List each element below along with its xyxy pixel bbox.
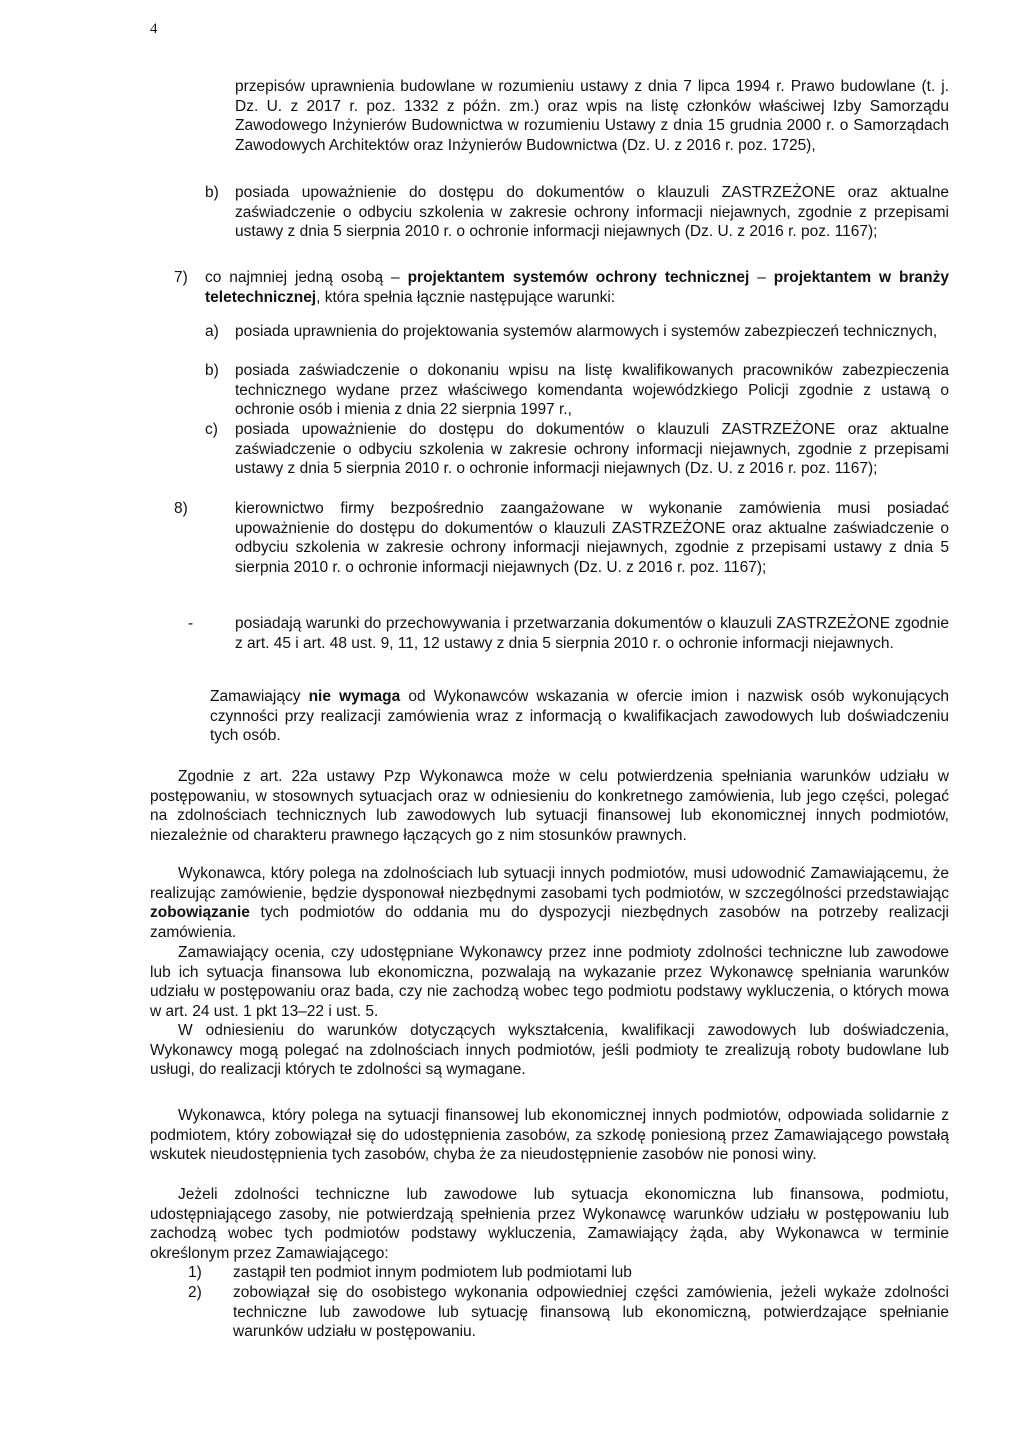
item7a-marker: a) [205,323,219,340]
final-list-item2-text: zobowiązał się do osobistego wykonania odpowiedniej części zamówienia, jeżeli wykaże zdolności techniczne lub zawodowe lub sytuację finansową lub ekonomiczną, potwierdzające spełnianie warunków udziału w postępowaniu. [233,1284,949,1340]
item7b-text: posiada zaświadczenie o dokonaniu wpisu na listę kwalifikowanych pracowników zabezpieczenia technicznego wydane przez właściwego komendanta wojewódzkiego Policji zgodnie z ustawą o ochronie osób i mienia z dnia 22 sierpnia 1997 r., [235,362,949,418]
item7c-marker: c) [205,421,218,438]
item6b-marker: b) [205,184,219,201]
item8-text [235,499,949,577]
final-list-item1-text: zastąpił ten podmiot innym podmiotem lub podmiotami lub [233,1264,632,1281]
item7-bold1: projektantem systemów ochrony technicznej [407,269,750,286]
item6a-continuation: przepisów uprawnienia budowlane w rozumieniu ustawy z dnia 7 lipca 1994 r. Prawo budowlane (t. j. Dz. U. z 2017 r. poz. 1332 z późn. zm.) oraz wpis na listę członków właściwej Izby Samorządu Zawodowego Inżynierów Budownictwa w rozumieniu Ustawy z dnia 15 grudnia 2000 r. o Samorządach Zawodowych Architektów oraz Inżynierów Budownictwa (Dz. U. z 2016 r. poz. 1725), [235,78,949,154]
paragraph-obligation [150,864,949,942]
dash-item-text: posiadają warunki do przechowywania i przetwarzania dokumentów o klauzuli ZASTRZEŻONE zgodnie z art. 45 i art. 48 ust. 9, 11, 12 ustawy z dnia 5 sierpnia 2010 r. o ochronie informacji niejawnych. [235,615,949,652]
personnel-note [210,687,949,746]
item7b-marker: b) [205,362,219,379]
paragraph-qualifications: W odniesieniu do warunków dotyczących wykształcenia, kwalifikacji zawodowych lub doświadczenia, Wykonawcy mogą polegać na zdolnościach innych podmiotów, jeśli podmioty te zrealizują roboty budowlane lub usługi, do realizacji których te zdolności są wymagane. [150,1022,949,1078]
item8-marker: 8) [174,500,188,517]
para2-post: tych podmiotów do oddania mu do dyspozycji niezbędnych zasobów na potrzeby realizacji zamówienia. [150,904,949,941]
paragraph-art22a: Zgodnie z art. 22a ustawy Pzp Wykonawca może w celu potwierdzenia spełniania warunków udziału w postępowaniu, w stosownych sytuacjach oraz w odniesieniu do konkretnego zamówienia, lub jego części, polegać na zdolnościach technicznych lub zawodowych lub sytuacji finansowej lub ekonomicznej innych podmiotów, niezależnie od charakteru prawnego łączących go z nim stosunków prawnych. [150,768,949,844]
para2-pre: Wykonawca, który polega na zdolnościach lub sytuacji innych podmiotów, musi udowodnić Zamawiającemu, że realizując zamówienie, będzie dysponował niezbędnymi zasobami tych podmiotów, w szczególności przedstawiając [150,865,949,902]
item7-bold2: projektantem w branży teletechnicznej [205,269,950,306]
item7-pre: co najmniej jedną osobą – [205,269,408,286]
paragraph-assessment: Zamawiający ocenia, czy udostępniane Wykonawcy przez inne podmioty zdolności techniczne lub zawodowe lub ich sytuacja finansowa lub ekonomiczna, pozwalają na wykazanie przez Wykonawcę spełniania warunków udziału w postępowaniu oraz bada, czy nie zachodzą wobec tego podmiotu podstawy wykluczenia, o których mowa w art. 24 ust. 1 pkt 13–22 i ust. 5. [150,944,949,1020]
item7c-text: posiada upoważnienie do dostępu do dokumentów o klauzuli ZASTRZEŻONE oraz aktualne zaświadczenie o odbyciu szkolenia w zakresie ochrony informacji niejawnych, zgodnie z przepisami ustawy z dnia 5 sierpnia 2010 r. o ochronie informacji niejawnych (Dz. U. z 2016 r. poz. 1167); [235,421,949,477]
final-list-item2-marker: 2) [188,1284,202,1301]
note-bold: nie wymaga [308,688,401,705]
paragraph-liability: Wykonawca, który polega na sytuacji finansowej lub ekonomicznej innych podmiotów, odpowiada solidarnie z podmiotem, który zobowiązał się do udostępnienia zasobów, za szkodę poniesioną przez Zamawiającego powstałą wskutek nieudostępnienia tych zasobów, chyba że za nieudostępnienie zasobów nie ponosi winy. [150,1107,949,1163]
item6b-text: posiada upoważnienie do dostępu do dokumentów o klauzuli ZASTRZEŻONE oraz aktualne zaświadczenie o odbyciu szkolenia w zakresie ochrony informacji niejawnych, zgodnie z przepisami ustawy z dnia 5 sierpnia 2010 r. o ochronie informacji niejawnych (Dz. U. z 2016 r. poz. 1167); [235,184,949,240]
item7a-text: posiada uprawnienia do projektowania systemów alarmowych i systemów zabezpieczeń technicznych, [235,323,938,340]
note-pre: Zamawiający [210,688,309,705]
para2-bold: zobowiązanie [150,904,250,921]
page-number: 4 [150,21,158,37]
dash-item-marker: - [188,615,194,632]
note-post: od Wykonawców wskazania w ofercie imion i nazwisk osób wykonujących czynności przy realizacji zamówienia wraz z informacją o kwalifikacjach zawodowych lub doświadczeniu tych osób. [210,688,950,744]
item7-text [205,268,949,307]
item8-body: kierownictwo firmy bezpośrednio zaangażowane w wykonanie zamówienia musi posiadać upoważnienie do dostępu do dokumentów o klauzuli ZASTRZEŻONE oraz aktualne zaświadczenie o odbyciu szkolenia w zakresie ochrony informacji niejawnych, zgodnie z przepisami ustawy z dnia 5 sierpnia 2010 r. o ochronie informacji niejawnych (Dz. U. z 2016 r. poz. 1167); [235,500,949,576]
paragraph-replacement: Jeżeli zdolności techniczne lub zawodowe lub sytuacja ekonomiczna lub finansowa, podmiotu, udostępniającego zasoby, nie potwierdzają spełnienia przez Wykonawcę warunków udziału w postępowaniu lub zachodzą wobec tych podmiotów podstawy wykluczenia, Zamawiający żąda, aby Wykonawca w terminie określonym przez Zamawiającego: [150,1186,949,1262]
item7-post: , która spełnia łącznie następujące warunki: [316,288,616,306]
item7-mid: – [749,269,774,286]
item7-marker: 7) [174,269,188,286]
final-list-item1-marker: 1) [188,1264,202,1281]
